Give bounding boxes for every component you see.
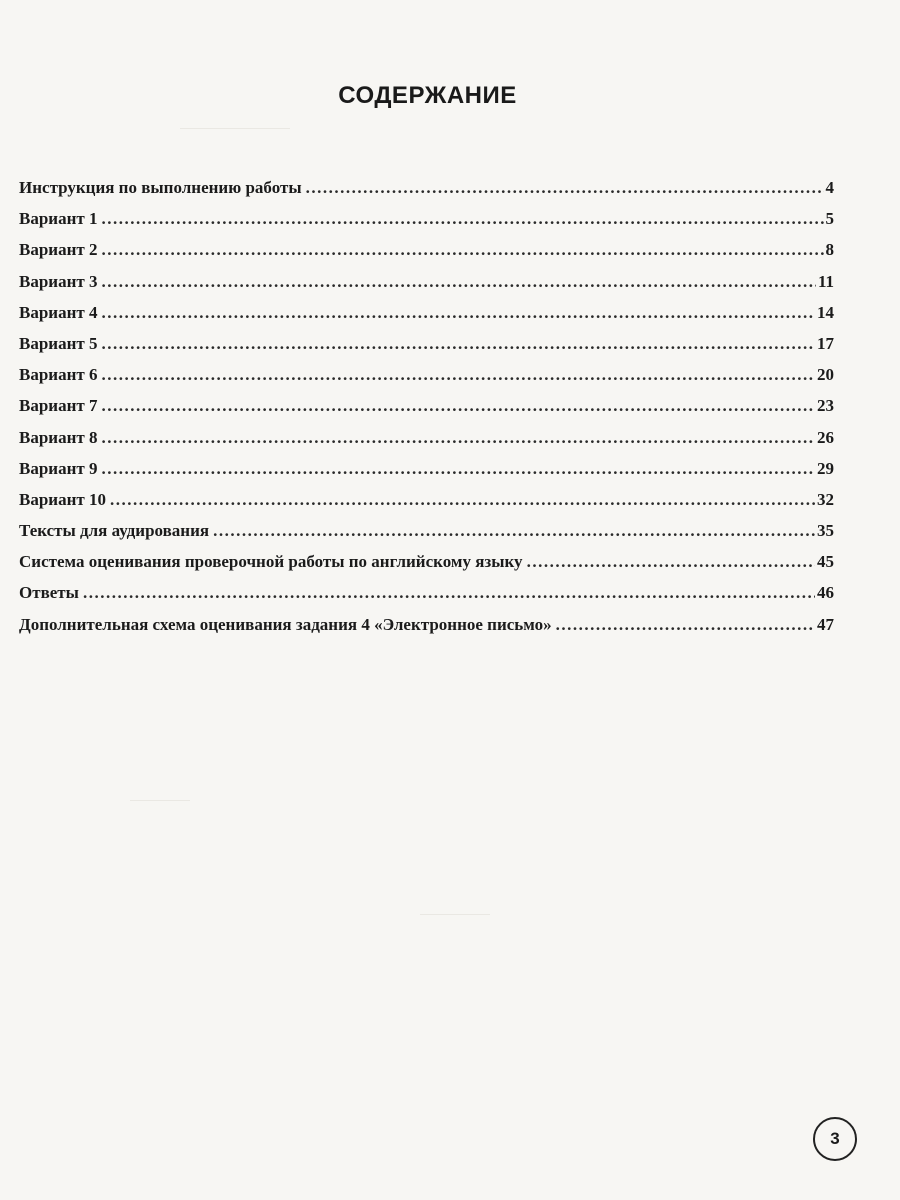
toc-entry-label: Вариант 3 [19, 271, 98, 291]
toc-entry-page: 26 [817, 427, 834, 447]
table-of-contents [19, 178, 834, 646]
toc-dot-leader [101, 428, 815, 448]
page-title: СОДЕРЖАНИЕ [338, 82, 517, 109]
toc-entry-variant-3 [19, 272, 834, 303]
toc-entry-label: Вариант 6 [19, 365, 98, 385]
toc-entry-page: 11 [817, 271, 834, 291]
toc-entry-page: 14 [817, 302, 834, 322]
toc-entry-page: 20 [817, 365, 834, 385]
toc-dot-leader [306, 178, 824, 198]
toc-entry-page: 4 [825, 178, 834, 197]
toc-entry-page: 23 [817, 396, 834, 416]
toc-dot-leader [213, 521, 815, 541]
toc-entry-label: Дополнительная схема оценивания задания 4 «Электронное письмо» [19, 614, 552, 634]
toc-entry-variant-8 [19, 428, 834, 459]
toc-entry-page: 8 [825, 240, 834, 260]
toc-dot-leader [556, 615, 815, 635]
toc-entry-page: 29 [817, 458, 834, 478]
toc-entry-variant-4 [19, 303, 834, 334]
bleed-through-line [130, 800, 190, 801]
toc-dot-leader [527, 552, 815, 572]
toc-entry-instructions [19, 178, 834, 209]
toc-dot-leader [101, 396, 815, 416]
toc-entry-page: 47 [817, 614, 834, 634]
toc-entry-page: 35 [817, 521, 834, 541]
toc-entry-label: Тексты для аудирования [19, 521, 210, 541]
toc-entry-variant-2 [19, 240, 834, 271]
toc-entry-listening-texts [19, 521, 834, 552]
toc-dot-leader [101, 303, 815, 323]
toc-dot-leader [83, 583, 815, 603]
toc-entry-variant-5 [19, 334, 834, 365]
toc-entry-variant-9 [19, 459, 834, 490]
toc-dot-leader [101, 334, 815, 354]
toc-entry-variant-6 [19, 365, 834, 396]
toc-entry-label: Вариант 1 [19, 209, 98, 229]
toc-entry-label: Вариант 4 [19, 302, 98, 322]
toc-entry-label: Вариант 9 [19, 458, 98, 478]
toc-entry-page: 46 [817, 583, 834, 603]
toc-entry-answers [19, 583, 834, 614]
toc-entry-label: Вариант 7 [19, 396, 98, 416]
toc-entry-variant-1 [19, 209, 834, 240]
toc-entry-label: Инструкция по выполнению работы [19, 178, 302, 197]
toc-dot-leader [110, 490, 815, 510]
toc-entry-label: Вариант 10 [19, 489, 106, 509]
toc-entry-page: 17 [817, 333, 834, 353]
toc-entry-grading-system [19, 552, 834, 583]
toc-dot-leader [101, 209, 823, 229]
page-number-badge: 3 [813, 1117, 857, 1161]
toc-dot-leader [101, 240, 823, 260]
bleed-through-line [420, 914, 490, 915]
bleed-through-line [180, 128, 290, 129]
toc-entry-extra-scheme [19, 615, 834, 646]
toc-dot-leader [101, 272, 815, 292]
toc-entry-label: Система оценивания проверочной работы по английскому языку [19, 552, 523, 572]
toc-entry-variant-10 [19, 490, 834, 521]
toc-entry-variant-7 [19, 396, 834, 427]
toc-entry-page: 45 [817, 552, 834, 572]
toc-dot-leader [101, 365, 815, 385]
toc-entry-label: Вариант 2 [19, 240, 98, 260]
toc-entry-label: Вариант 8 [19, 427, 98, 447]
toc-entry-page: 5 [825, 209, 834, 229]
toc-dot-leader [101, 459, 815, 479]
toc-entry-label: Вариант 5 [19, 333, 98, 353]
toc-entry-label: Ответы [19, 583, 79, 603]
toc-entry-page: 32 [817, 489, 834, 509]
